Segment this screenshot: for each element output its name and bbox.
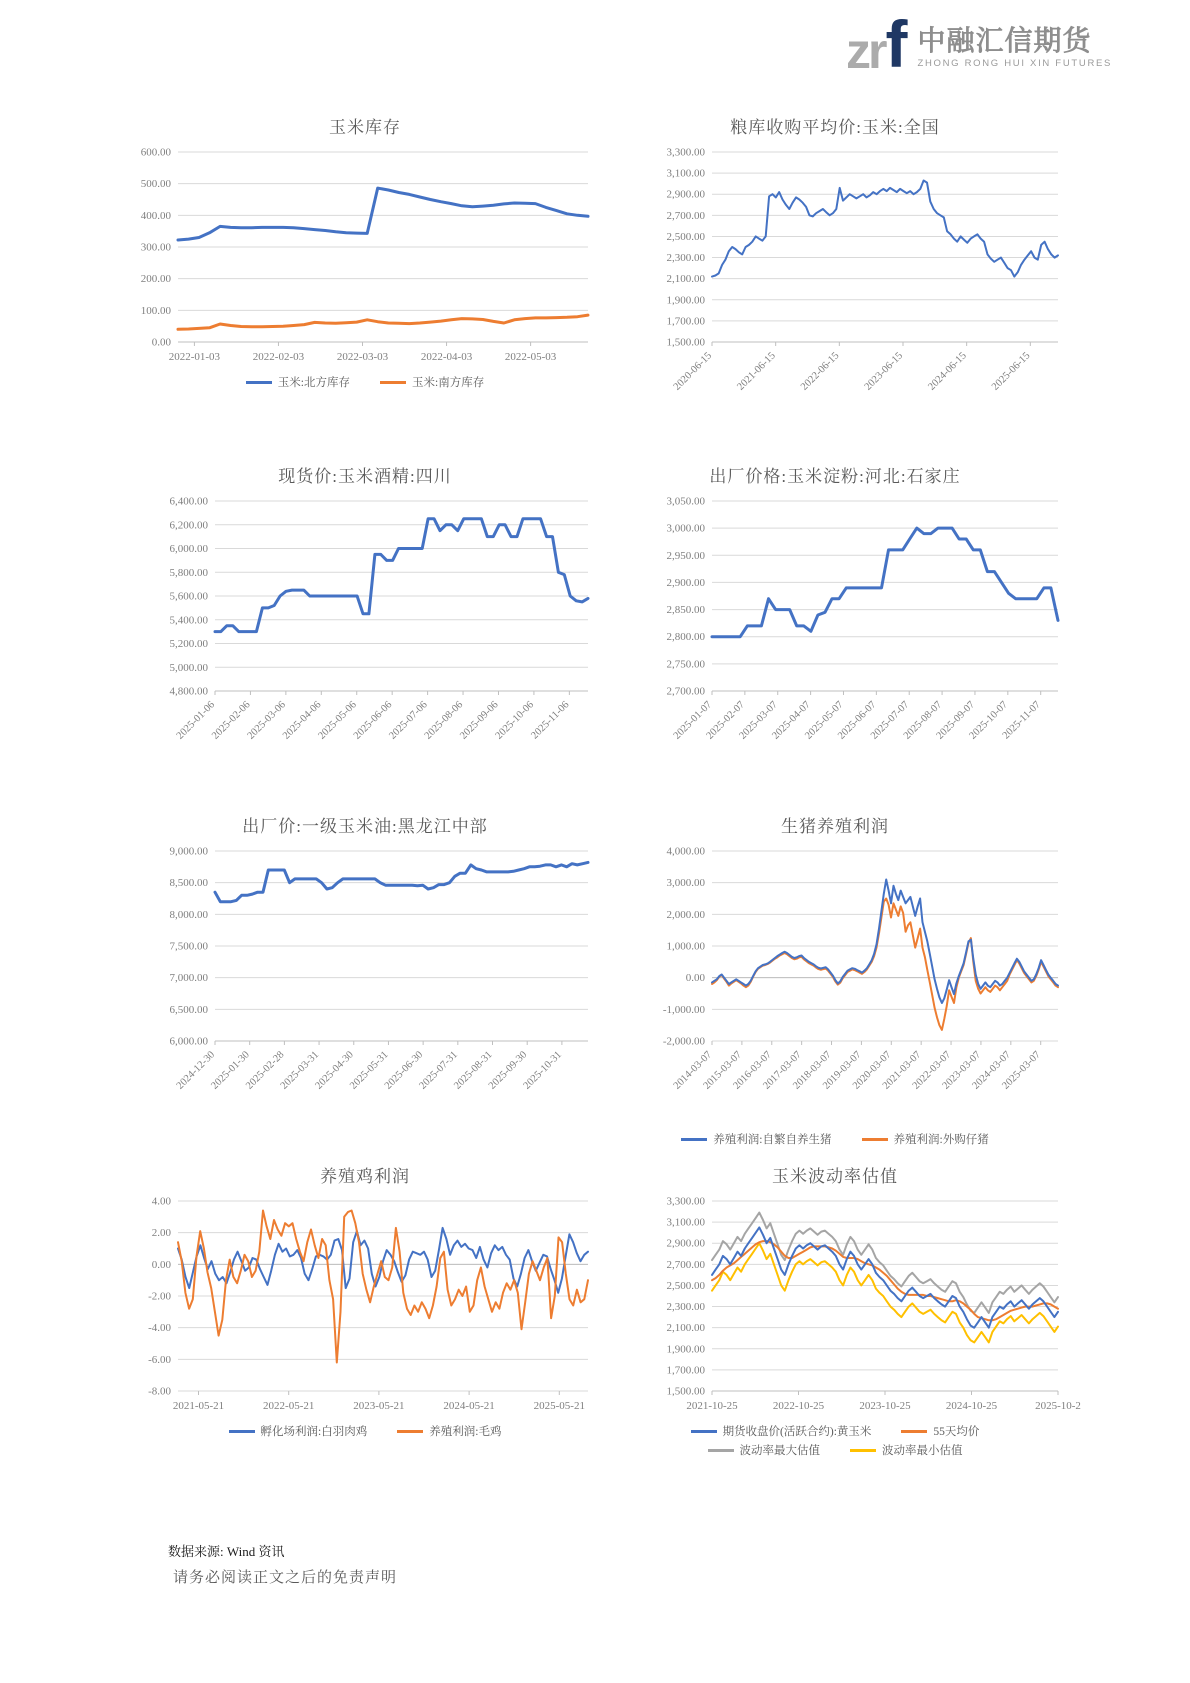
y-axis-label: 5,600.00 bbox=[169, 590, 208, 603]
legend-row bbox=[246, 374, 484, 390]
chart-canvas bbox=[130, 843, 600, 1127]
y-axis-label: 7,500.00 bbox=[169, 940, 208, 953]
y-axis-label: 9,000.00 bbox=[169, 845, 208, 858]
x-axis-label: 2022-01-03 bbox=[168, 351, 221, 363]
y-axis-label: 6,400.00 bbox=[169, 495, 208, 508]
y-axis-label: 2,000.00 bbox=[666, 908, 705, 921]
y-axis-label: 7,000.00 bbox=[169, 972, 208, 985]
legend-label: 玉米:南方库存 bbox=[412, 377, 485, 389]
y-axis-label: 500.00 bbox=[140, 178, 171, 191]
legend-row bbox=[229, 1423, 502, 1439]
x-axis-label: 2020-06-15 bbox=[671, 350, 715, 393]
y-axis-label: 6,000.00 bbox=[169, 1035, 208, 1048]
legend-swatch bbox=[901, 1430, 927, 1433]
x-axis-label: 2018-03-07 bbox=[791, 1049, 834, 1092]
y-axis-label: 2,800.00 bbox=[666, 631, 705, 644]
legend-item bbox=[862, 1131, 989, 1147]
legend-item bbox=[229, 1423, 368, 1439]
legend-label: 孵化场利润:白羽肉鸡 bbox=[260, 1426, 368, 1438]
legend-label: 波动率最小估值 bbox=[882, 1445, 963, 1457]
legend-label: 养殖利润:毛鸡 bbox=[429, 1426, 502, 1438]
chart-body bbox=[600, 843, 1070, 1147]
chart-title: 出厂价格:玉米淀粉:河北:石家庄 bbox=[709, 467, 961, 486]
x-axis-label: 2025-01-06 bbox=[174, 699, 218, 742]
y-axis-label: 6,000.00 bbox=[169, 543, 208, 555]
y-axis-label: 0.00 bbox=[151, 336, 171, 349]
legend-item bbox=[708, 1442, 821, 1458]
x-axis-label: 2022-05-03 bbox=[504, 351, 557, 363]
x-axis-label: 2025-03-06 bbox=[245, 699, 288, 742]
company-logo bbox=[846, 7, 1113, 81]
chart-body bbox=[130, 144, 600, 390]
y-axis-label: -6.00 bbox=[148, 1353, 171, 1366]
x-axis-label: 2016-03-07 bbox=[731, 1049, 774, 1092]
series-hatchery-broiler bbox=[178, 1228, 588, 1293]
x-axis-label: 2025-02-06 bbox=[210, 699, 253, 742]
legend-swatch bbox=[708, 1449, 734, 1452]
x-axis-label: 2025-04-30 bbox=[313, 1049, 356, 1092]
series-south-inventory bbox=[178, 315, 588, 329]
legend-row bbox=[681, 1131, 988, 1147]
x-axis-label: 2025-05-31 bbox=[348, 1049, 391, 1092]
x-axis-label: 2025-01-30 bbox=[209, 1049, 252, 1092]
chart-pig-profit bbox=[600, 812, 1070, 1147]
y-axis-label: 100.00 bbox=[140, 304, 171, 317]
logo-zr-text: zr bbox=[846, 22, 885, 79]
chart-corn-inventory bbox=[130, 113, 600, 390]
x-axis-label: 2021-03-07 bbox=[880, 1049, 924, 1092]
x-axis-label: 2025-07-31 bbox=[417, 1049, 460, 1092]
x-axis-label: 2022-10-25 bbox=[772, 1400, 825, 1412]
chart-body bbox=[600, 493, 1070, 777]
chart-canvas bbox=[130, 144, 600, 370]
x-axis-label: 2025-08-07 bbox=[901, 699, 945, 742]
chart-grain-depot-price bbox=[600, 113, 1070, 428]
x-axis-label: 2025-06-15 bbox=[990, 350, 1033, 393]
y-axis-label: 2,850.00 bbox=[666, 604, 705, 617]
x-axis-label: 2021-10-25 bbox=[686, 1400, 738, 1412]
x-axis-label: 2022-05-21 bbox=[263, 1400, 315, 1412]
y-axis-label: 1,000.00 bbox=[666, 940, 705, 953]
y-axis-label: 2,700.00 bbox=[666, 685, 705, 698]
y-axis-label: 300.00 bbox=[140, 241, 171, 254]
x-axis-label: 2024-10-25 bbox=[945, 1400, 998, 1412]
chart-canvas bbox=[600, 144, 1070, 428]
legend-swatch bbox=[850, 1449, 876, 1452]
legend-item bbox=[380, 374, 484, 390]
legend-label: 玉米:北方库存 bbox=[277, 377, 350, 389]
x-axis-label: 2025-03-07 bbox=[1000, 1049, 1043, 1092]
chart-body bbox=[600, 1193, 1081, 1458]
x-axis-label: 2025-04-06 bbox=[280, 699, 324, 742]
legend-row bbox=[691, 1423, 980, 1439]
y-axis-label: -8.00 bbox=[148, 1385, 171, 1398]
y-axis-label: 5,200.00 bbox=[169, 638, 208, 650]
y-axis-label: 2.00 bbox=[151, 1227, 171, 1240]
x-axis-label: 2025-09-06 bbox=[458, 699, 501, 742]
x-axis-label: 2025-11-06 bbox=[529, 699, 572, 742]
y-axis-label: 2,500.00 bbox=[666, 230, 705, 243]
x-axis-label: 2024-05-21 bbox=[443, 1400, 495, 1412]
chart-body bbox=[600, 144, 1070, 428]
y-axis-label: -1,000.00 bbox=[662, 1003, 705, 1016]
x-axis-label: 2025-11-07 bbox=[1000, 699, 1043, 742]
x-axis-label: 2025-10-06 bbox=[493, 699, 537, 742]
x-axis-label: 2022-04-03 bbox=[420, 351, 473, 363]
x-axis-label: 2023-03-07 bbox=[940, 1049, 984, 1092]
x-axis-label: 2022-03-07 bbox=[910, 1049, 954, 1092]
y-axis-label: 2,950.00 bbox=[666, 549, 705, 562]
x-axis-label: 2025-08-06 bbox=[422, 699, 466, 742]
y-axis-label: 1,900.00 bbox=[666, 294, 705, 307]
y-axis-label: 3,050.00 bbox=[666, 495, 705, 508]
x-axis-label: 2025-02-28 bbox=[244, 1049, 287, 1092]
legend-label: 养殖利润:外购仔猪 bbox=[893, 1134, 989, 1146]
chart-body bbox=[130, 493, 600, 777]
y-axis-label: 200.00 bbox=[140, 273, 171, 286]
legend-swatch bbox=[691, 1430, 717, 1433]
legend-swatch bbox=[681, 1138, 707, 1141]
x-axis-label: 2025-05-07 bbox=[803, 699, 846, 742]
x-axis-label: 2024-12-30 bbox=[174, 1049, 218, 1092]
y-axis-label: 1,700.00 bbox=[666, 315, 705, 328]
legend-item bbox=[681, 1131, 831, 1147]
chart-canvas bbox=[600, 493, 1070, 777]
legend-item bbox=[246, 374, 350, 390]
chart-canvas bbox=[600, 843, 1070, 1127]
y-axis-label: 1,900.00 bbox=[666, 1343, 705, 1356]
logo-f-text: f bbox=[885, 7, 908, 81]
y-axis-label: 400.00 bbox=[140, 209, 171, 222]
x-axis-label: 2025-04-07 bbox=[770, 699, 813, 742]
x-axis-label: 2025-09-30 bbox=[486, 1049, 530, 1092]
chart-title: 生猪养殖利润 bbox=[781, 817, 889, 836]
chart-legend bbox=[130, 1423, 600, 1439]
x-axis-label: 2024-03-07 bbox=[970, 1049, 1013, 1092]
y-axis-label: 4,000.00 bbox=[666, 845, 705, 858]
y-axis-label: 2,900.00 bbox=[666, 1237, 705, 1250]
x-axis-label: 2020-03-07 bbox=[850, 1049, 894, 1092]
y-axis-label: 2,100.00 bbox=[666, 1322, 705, 1335]
chart-corn-oil-price bbox=[130, 812, 600, 1127]
chart-title: 玉米库存 bbox=[329, 118, 401, 137]
brand-block bbox=[917, 27, 1112, 71]
y-axis-label: -2.00 bbox=[148, 1290, 171, 1303]
y-axis-label: -2,000.00 bbox=[662, 1035, 705, 1048]
y-axis-label: 5,800.00 bbox=[169, 566, 208, 579]
x-axis-label: 2024-06-15 bbox=[926, 350, 969, 393]
y-axis-label: 8,500.00 bbox=[169, 877, 208, 890]
x-axis-label: 2025-03-07 bbox=[737, 699, 780, 742]
x-axis-label: 2022-02-03 bbox=[252, 351, 305, 363]
data-source-note: 数据来源: Wind 资讯 bbox=[168, 1544, 285, 1559]
x-axis-label: 2025-06-06 bbox=[351, 699, 395, 742]
legend-item bbox=[850, 1442, 963, 1458]
y-axis-label: 4.00 bbox=[151, 1195, 171, 1208]
y-axis-label: 6,500.00 bbox=[169, 1003, 208, 1016]
y-axis-label: 600.00 bbox=[140, 146, 171, 159]
y-axis-label: 2,900.00 bbox=[666, 576, 705, 589]
chart-title: 出厂价:一级玉米油:黑龙江中部 bbox=[242, 817, 488, 836]
y-axis-label: 3,100.00 bbox=[666, 1216, 705, 1229]
x-axis-label: 2023-10-25 bbox=[859, 1400, 911, 1412]
chart-chicken-profit bbox=[130, 1162, 600, 1439]
series-corn-alcohol-spot bbox=[215, 519, 588, 632]
chart-title: 养殖鸡利润 bbox=[320, 1167, 410, 1186]
x-axis-label: 2025-07-06 bbox=[387, 699, 430, 742]
legend-row bbox=[708, 1442, 963, 1458]
chart-canvas bbox=[130, 493, 600, 777]
chart-corn-starch-price bbox=[600, 462, 1070, 777]
legend-swatch bbox=[246, 381, 272, 384]
legend-label: 波动率最大估值 bbox=[739, 1445, 820, 1457]
x-axis-label: 2025-03-31 bbox=[278, 1049, 322, 1092]
chart-legend bbox=[600, 1131, 1070, 1147]
x-axis-label: 2022-06-15 bbox=[799, 350, 842, 393]
x-axis-label: 2021-05-21 bbox=[172, 1400, 225, 1412]
y-axis-label: -4.00 bbox=[148, 1322, 171, 1335]
x-axis-label: 2019-03-07 bbox=[821, 1049, 864, 1092]
chart-corn-volatility bbox=[600, 1162, 1081, 1458]
zrf-logo-icon bbox=[846, 7, 908, 81]
y-axis-label: 8,000.00 bbox=[169, 908, 208, 921]
x-axis-label: 2025-06-07 bbox=[836, 699, 879, 742]
chart-body bbox=[130, 843, 600, 1127]
y-axis-label: 2,300.00 bbox=[666, 252, 705, 265]
chart-body bbox=[130, 1193, 600, 1439]
chart-legend bbox=[600, 1423, 1070, 1458]
y-axis-label: 1,500.00 bbox=[666, 336, 705, 349]
y-axis-label: 2,300.00 bbox=[666, 1301, 705, 1314]
y-axis-label: 2,700.00 bbox=[666, 209, 705, 222]
legend-label: 55天均价 bbox=[933, 1426, 980, 1438]
x-axis-label: 2025-05-21 bbox=[533, 1400, 585, 1412]
y-axis-label: 0.00 bbox=[685, 972, 705, 985]
legend-label: 期货收盘价(活跃合约):黄玉米 bbox=[722, 1426, 872, 1438]
legend-item bbox=[691, 1423, 872, 1439]
y-axis-label: 6,200.00 bbox=[169, 519, 208, 532]
x-axis-label: 2017-03-07 bbox=[761, 1049, 804, 1092]
x-axis-label: 2025-10-07 bbox=[967, 699, 1010, 742]
y-axis-label: 0.00 bbox=[151, 1258, 171, 1271]
y-axis-label: 2,700.00 bbox=[666, 1258, 705, 1271]
y-axis-label: 2,900.00 bbox=[666, 188, 705, 201]
disclaimer-note: 请务必阅读正文之后的免责声明 bbox=[173, 1570, 398, 1586]
y-axis-label: 3,000.00 bbox=[666, 522, 705, 535]
legend-swatch bbox=[397, 1430, 423, 1433]
series-pig-self-raised bbox=[712, 880, 1058, 1004]
y-axis-label: 1,500.00 bbox=[666, 1385, 705, 1398]
series-corn-oil-price bbox=[215, 862, 588, 901]
x-axis-label: 2022-03-03 bbox=[336, 351, 389, 363]
y-axis-label: 2,100.00 bbox=[666, 273, 705, 286]
x-axis-label: 2025-09-07 bbox=[934, 699, 978, 742]
legend-swatch bbox=[862, 1138, 888, 1141]
chart-title: 粮库收购平均价:玉米:全国 bbox=[730, 118, 940, 137]
brand-name-cn: 中融汇信期货 bbox=[917, 25, 1092, 57]
series-avg-purchase-price bbox=[712, 181, 1058, 277]
y-axis-label: 3,100.00 bbox=[666, 167, 705, 180]
series-north-inventory bbox=[178, 188, 588, 240]
y-axis-label: 2,750.00 bbox=[666, 658, 705, 671]
y-axis-label: 3,300.00 bbox=[666, 146, 705, 159]
y-axis-label: 4,800.00 bbox=[169, 685, 208, 698]
legend-swatch bbox=[380, 381, 406, 384]
chart-corn-alcohol-spot bbox=[130, 462, 600, 777]
chart-legend bbox=[130, 374, 600, 390]
x-axis-label: 2023-06-15 bbox=[862, 350, 906, 393]
brand-name-en: ZHONG RONG HUI XIN FUTURES bbox=[917, 58, 1113, 70]
chart-canvas bbox=[600, 1193, 1081, 1419]
y-axis-label: 3,000.00 bbox=[666, 877, 705, 890]
y-axis-label: 2,500.00 bbox=[666, 1279, 705, 1292]
x-axis-label: 2023-05-21 bbox=[353, 1400, 405, 1412]
chart-canvas bbox=[130, 1193, 600, 1419]
legend-swatch bbox=[229, 1430, 255, 1433]
y-axis-label: 1,700.00 bbox=[666, 1364, 705, 1377]
x-axis-label: 2025-06-30 bbox=[382, 1049, 426, 1092]
chart-title: 现货价:玉米酒精:四川 bbox=[278, 467, 452, 486]
x-axis-label: 2014-03-07 bbox=[671, 1049, 715, 1092]
y-axis-label: 5,400.00 bbox=[169, 614, 208, 627]
y-axis-label: 5,000.00 bbox=[169, 661, 208, 674]
x-axis-label: 2025-10-31 bbox=[521, 1049, 565, 1092]
legend-label: 养殖利润:自繁自养生猪 bbox=[713, 1134, 832, 1146]
chart-title: 玉米波动率估值 bbox=[772, 1167, 898, 1186]
x-axis-label: 2025-08-31 bbox=[452, 1049, 495, 1092]
x-axis-label: 2025-10-2 bbox=[1035, 1400, 1081, 1412]
x-axis-label: 2025-02-07 bbox=[704, 699, 747, 742]
x-axis-label: 2021-06-15 bbox=[735, 350, 778, 393]
x-axis-label: 2025-07-07 bbox=[868, 699, 912, 742]
x-axis-label: 2025-05-06 bbox=[316, 699, 359, 742]
x-axis-label: 2015-03-07 bbox=[701, 1049, 745, 1092]
y-axis-label: 3,300.00 bbox=[666, 1195, 705, 1208]
legend-item bbox=[397, 1423, 501, 1439]
series-broiler-farming bbox=[178, 1211, 588, 1363]
legend-item bbox=[901, 1423, 979, 1439]
x-axis-label: 2025-01-07 bbox=[671, 699, 715, 742]
